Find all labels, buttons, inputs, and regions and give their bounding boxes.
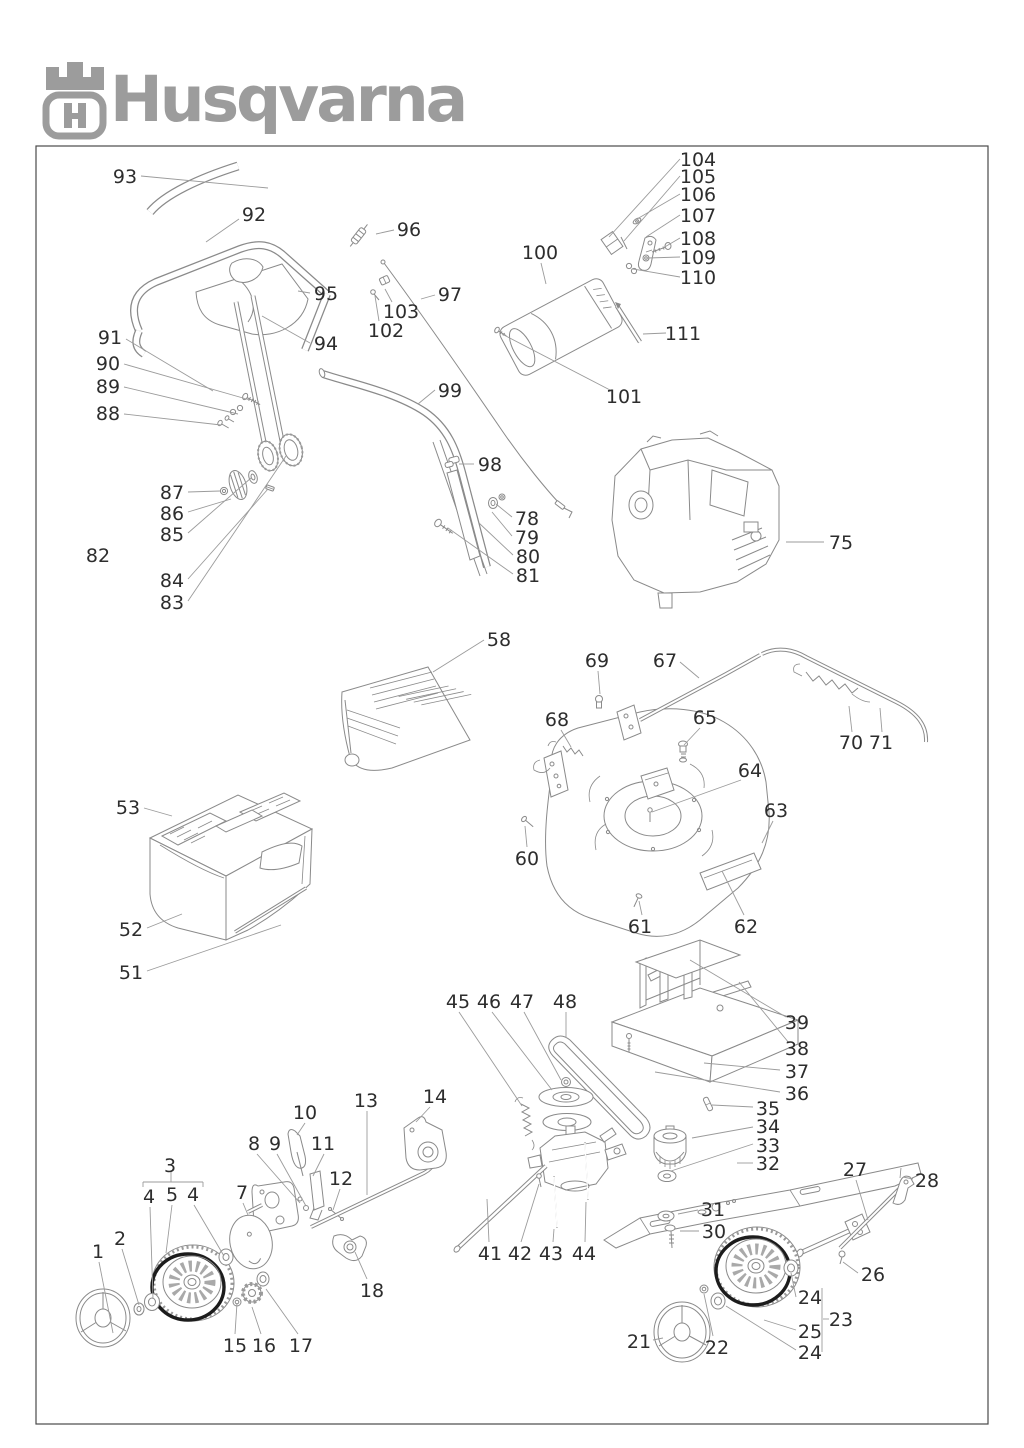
part-label-48: 48 — [552, 991, 578, 1013]
part-label-1: 1 — [91, 1241, 105, 1263]
leader-line-111 — [643, 333, 666, 334]
leader-line-89 — [124, 387, 238, 414]
part-label-60: 60 — [514, 848, 540, 870]
part-label-110: 110 — [679, 267, 717, 289]
rear-flap-58 — [342, 660, 472, 770]
roller-100 — [497, 276, 625, 378]
leader-line-79 — [492, 512, 512, 536]
leader-line-17 — [266, 1289, 298, 1334]
part-label-3: 3 — [163, 1155, 177, 1177]
leader-line-26 — [843, 1262, 858, 1273]
part-label-37: 37 — [784, 1061, 810, 1083]
leader-line-35 — [712, 1105, 753, 1107]
part-label-70: 70 — [838, 732, 864, 754]
bearing-17 — [257, 1272, 269, 1286]
bolt-65 — [679, 741, 688, 762]
part-label-45: 45 — [445, 991, 471, 1013]
part-label-100: 100 — [521, 242, 559, 264]
guard-tray-assembly — [612, 940, 798, 1082]
part-label-88: 88 — [95, 403, 121, 425]
part-label-25: 25 — [797, 1321, 823, 1343]
part-label-33: 33 — [755, 1135, 781, 1157]
husqvarna-crown-emblem — [46, 62, 104, 136]
part-label-65: 65 — [692, 707, 718, 729]
throttle-cable-97 — [384, 263, 559, 503]
part-label-32: 32 — [755, 1153, 781, 1175]
bolt-69 — [596, 696, 603, 709]
part-label-51: 51 — [118, 962, 144, 984]
brand-wordmark: Husqvarna — [110, 63, 466, 136]
leader-line-104 — [609, 159, 680, 237]
screw-88b — [224, 415, 235, 424]
leader-line-105 — [624, 176, 680, 241]
bearing-24-left — [711, 1293, 725, 1309]
bracket-18 — [333, 1235, 367, 1261]
washer-110 — [626, 263, 631, 268]
part-label-87: 87 — [159, 482, 185, 504]
part-label-109: 109 — [679, 247, 717, 269]
washer-33 — [658, 1171, 676, 1182]
leader-line-107 — [646, 215, 680, 237]
part-label-7: 7 — [235, 1182, 249, 1204]
gearbox — [528, 1126, 626, 1191]
part-label-71: 71 — [868, 732, 894, 754]
husqvarna-logo — [46, 62, 465, 136]
part-label-36: 36 — [784, 1083, 810, 1105]
engine-75 — [612, 431, 779, 608]
leader-line-10 — [297, 1123, 305, 1135]
part-label-90: 90 — [95, 353, 121, 375]
nut-87 — [220, 487, 227, 494]
leader-line-88 — [124, 414, 221, 425]
part-label-104: 104 — [679, 149, 717, 171]
part-label-102: 102 — [367, 320, 405, 342]
part-label-53: 53 — [115, 797, 141, 819]
leader-line-2 — [122, 1249, 139, 1305]
part-label-108: 108 — [679, 228, 717, 250]
leader-line-67 — [680, 662, 699, 678]
washer-85 — [247, 470, 259, 485]
lever-107 — [638, 236, 656, 270]
leader-line-43 — [553, 1229, 554, 1242]
part-label-84: 84 — [159, 570, 185, 592]
leader-line-5 — [166, 1205, 172, 1253]
leader-line-46 — [492, 1012, 552, 1090]
plate-104 — [601, 232, 623, 255]
leader-line-16 — [252, 1307, 261, 1334]
lever-10 — [288, 1130, 306, 1169]
part-label-13: 13 — [353, 1090, 379, 1112]
part-label-81: 81 — [515, 565, 541, 587]
blade-adapter-34 — [654, 1126, 686, 1169]
screw-60 — [521, 815, 536, 829]
part-label-105: 105 — [679, 166, 717, 188]
leader-line-25 — [764, 1320, 796, 1330]
leader-line-70 — [849, 706, 852, 732]
leader-line-106 — [637, 194, 680, 219]
leader-line-60 — [525, 826, 527, 847]
part-label-79: 79 — [514, 527, 540, 549]
pin-35 — [703, 1097, 713, 1112]
bearing-4-left — [145, 1294, 160, 1311]
part-label-18: 18 — [359, 1280, 385, 1302]
part-label-67: 67 — [652, 650, 678, 672]
part-label-46: 46 — [476, 991, 502, 1013]
leader-line-96 — [376, 230, 394, 234]
part-label-9: 9 — [268, 1133, 282, 1155]
part-label-42: 42 — [507, 1243, 533, 1265]
part-label-38: 38 — [784, 1038, 810, 1060]
gear-16 — [243, 1284, 261, 1302]
part-label-63: 63 — [763, 800, 789, 822]
part-label-12: 12 — [328, 1168, 354, 1190]
screw-102 — [371, 290, 379, 300]
handle-assembly — [134, 166, 327, 502]
part-label-24: 24 — [797, 1342, 823, 1364]
grass-bag — [150, 793, 312, 940]
part-label-44: 44 — [571, 1243, 597, 1265]
part-label-8: 8 — [247, 1133, 261, 1155]
leader-line-53 — [144, 808, 172, 816]
part-label-103: 103 — [382, 301, 420, 323]
part-label-26: 26 — [860, 1264, 886, 1286]
leader-line-84 — [188, 489, 268, 579]
leader-line-45 — [459, 1012, 522, 1106]
bolt-30 — [665, 1225, 675, 1248]
leader-line-15 — [235, 1303, 237, 1334]
part-label-68: 68 — [544, 709, 570, 731]
part-label-92: 92 — [241, 204, 267, 226]
part-label-99: 99 — [437, 380, 463, 402]
part-label-91: 91 — [97, 327, 123, 349]
part-label-34: 34 — [755, 1116, 781, 1138]
leader-line-97 — [421, 295, 435, 299]
part-label-106: 106 — [679, 184, 717, 206]
leader-line-44 — [585, 1202, 586, 1242]
link-11 — [310, 1171, 324, 1210]
bolt-26 — [839, 1251, 845, 1257]
part-label-22: 22 — [704, 1337, 730, 1359]
leader-line-90 — [124, 364, 250, 400]
part-label-2: 2 — [113, 1228, 127, 1250]
part-label-78: 78 — [514, 508, 540, 530]
part-label-21: 21 — [626, 1331, 652, 1353]
part-label-31: 31 — [700, 1199, 726, 1221]
part-label-43: 43 — [538, 1243, 564, 1265]
part-label-80: 80 — [515, 546, 541, 568]
part-label-24: 24 — [797, 1287, 823, 1309]
part-label-39: 39 — [784, 1012, 810, 1034]
part-label-17: 17 — [288, 1335, 314, 1357]
part-label-97: 97 — [437, 284, 463, 306]
part-label-69: 69 — [584, 650, 610, 672]
leader-line-7 — [243, 1203, 248, 1215]
part-label-52: 52 — [118, 919, 144, 941]
part-label-58: 58 — [486, 629, 512, 651]
part-label-82: 82 — [85, 545, 111, 567]
leader-line-85 — [188, 478, 251, 533]
leader-line-92 — [206, 219, 239, 242]
washer-79 — [489, 498, 498, 509]
part-label-83: 83 — [159, 592, 185, 614]
leader-line-71 — [880, 708, 882, 732]
part-label-94: 94 — [313, 333, 339, 355]
control-parts-topright — [494, 217, 671, 378]
adjuster-wheel-85 — [255, 439, 281, 473]
bolt-81 — [433, 518, 455, 537]
part-label-86: 86 — [159, 503, 185, 525]
washer-106 — [632, 217, 642, 225]
hubcap-1 — [76, 1289, 130, 1347]
leader-line-12 — [333, 1189, 340, 1210]
nut-78 — [499, 494, 505, 500]
hubcap-21 — [654, 1302, 710, 1362]
part-label-64: 64 — [737, 760, 763, 782]
deck-assembly — [521, 696, 770, 937]
leader-line-58 — [433, 640, 484, 672]
part-label-95: 95 — [313, 283, 339, 305]
leader-line-110 — [633, 269, 680, 277]
leader-line-24 — [726, 1306, 796, 1350]
leader-line-99 — [418, 390, 435, 404]
leader-line-34 — [692, 1127, 753, 1138]
part-label-23: 23 — [828, 1309, 854, 1331]
clip-103 — [379, 275, 390, 285]
part-label-75: 75 — [828, 532, 854, 554]
washer-89b — [237, 405, 242, 410]
part-label-16: 16 — [251, 1335, 277, 1357]
part-label-61: 61 — [627, 916, 653, 938]
spring-96 — [347, 222, 370, 248]
part-label-10: 10 — [292, 1102, 318, 1124]
part-label-101: 101 — [605, 386, 643, 408]
part-label-89: 89 — [95, 376, 121, 398]
part-label-4: 4 — [186, 1184, 200, 1206]
transmission-assembly — [453, 1036, 650, 1253]
washer-31 — [658, 1211, 674, 1221]
part-label-28: 28 — [914, 1170, 940, 1192]
leader-line-87 — [188, 491, 220, 492]
leader-line-100 — [541, 263, 546, 284]
part-label-93: 93 — [112, 166, 138, 188]
part-label-5: 5 — [165, 1184, 179, 1206]
part-label-11: 11 — [310, 1133, 336, 1155]
part-label-85: 85 — [159, 524, 185, 546]
nut-22 — [700, 1285, 708, 1293]
part-label-4: 4 — [142, 1186, 156, 1208]
washer-9 — [304, 1206, 309, 1211]
part-label-35: 35 — [755, 1098, 781, 1120]
leader-line-69 — [598, 671, 600, 694]
part-label-30: 30 — [701, 1221, 727, 1243]
leader-line-78 — [496, 504, 512, 517]
spring-45 — [515, 1098, 534, 1151]
part-label-107: 107 — [679, 205, 717, 227]
part-label-41: 41 — [477, 1243, 503, 1265]
part-label-47: 47 — [509, 991, 535, 1013]
leader-line-91 — [126, 339, 213, 391]
left-wheel-group — [76, 1211, 277, 1347]
part-label-15: 15 — [222, 1335, 248, 1357]
part-label-14: 14 — [422, 1086, 448, 1108]
leader-line-42 — [521, 1184, 539, 1242]
part-label-96: 96 — [396, 219, 422, 241]
part-label-27: 27 — [842, 1159, 868, 1181]
part-label-98: 98 — [477, 454, 503, 476]
part-label-62: 62 — [733, 916, 759, 938]
part-label-111: 111 — [664, 323, 702, 345]
